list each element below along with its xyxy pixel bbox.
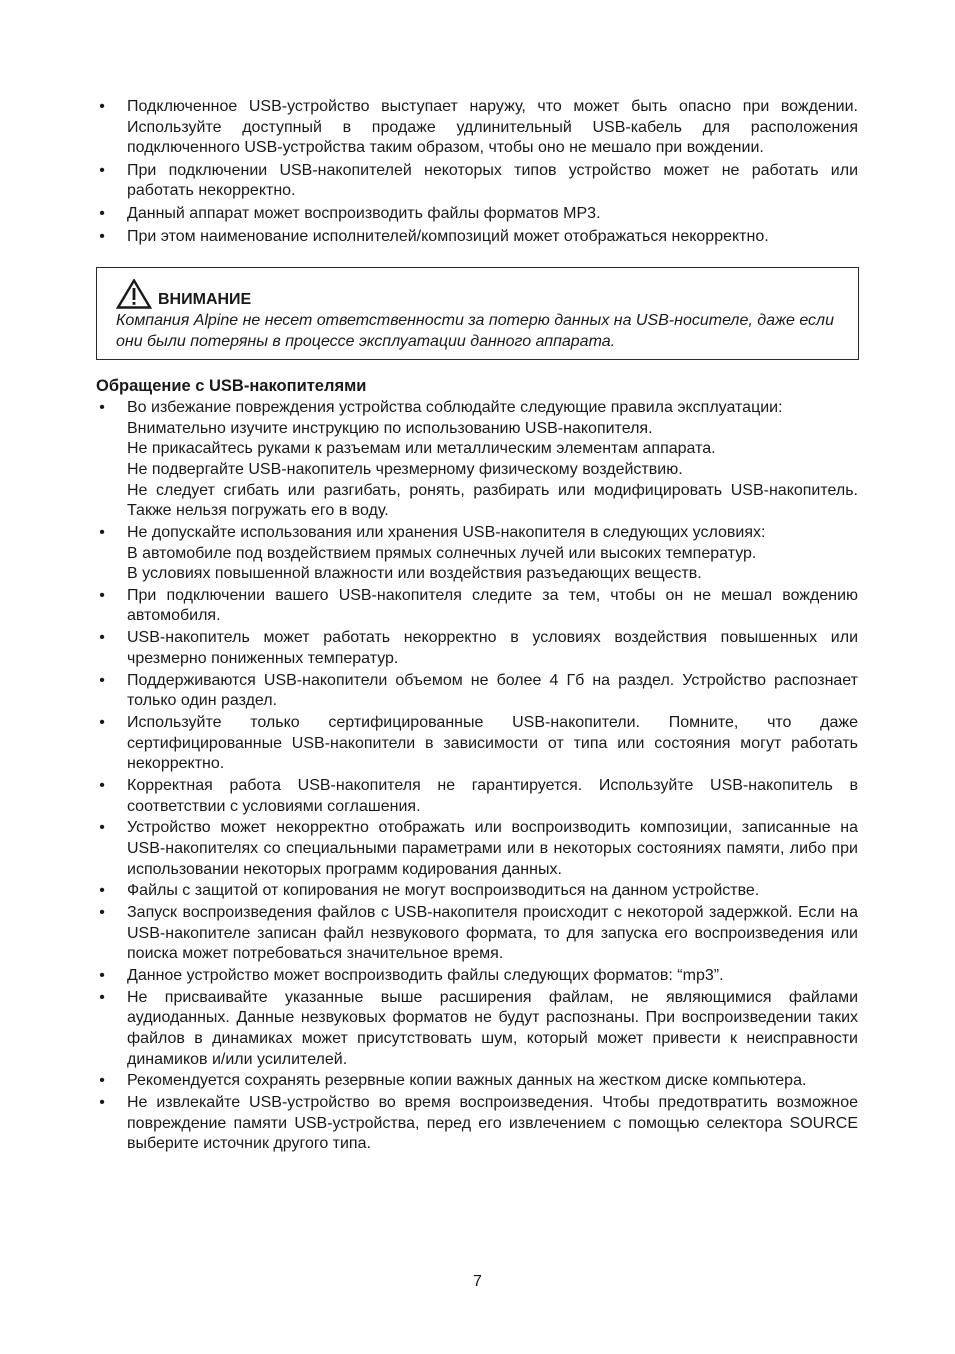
bullet-glyph: • — [99, 904, 105, 922]
list-item — [96, 97, 858, 159]
list-item — [96, 818, 858, 880]
list-item-text: Запуск воспроизведения файлов с USB-накопителя происходит с некоторой задержкой. Если на USB-накопителе записан файл незвукового формата, то для запуска его воспроизведения или поиска может потребоваться значительное время. — [127, 904, 858, 963]
bullet-glyph: • — [99, 988, 105, 1006]
bullet-glyph: • — [99, 819, 105, 837]
list-item-text: Во избежание повреждения устройства соблюдайте следующие правила эксплуатации: — [127, 399, 783, 417]
list-item-text: Подключенное USB-устройство выступает наружу, что может быть опасно при вождении. Используйте доступный в продаже удлинительный USB-кабель для расположения подключенного USB-устройства таким образом, чтобы оно не мешало при вождении. — [127, 98, 858, 157]
list-item — [96, 713, 858, 775]
list-item — [96, 881, 858, 902]
list-item-text: При подключении USB-накопителей некоторых типов устройство может не работать или работать некорректно. — [127, 161, 858, 200]
warning-box — [96, 267, 859, 360]
bullet-glyph: • — [99, 161, 105, 179]
warning-title: ВНИМАНИЕ — [158, 291, 252, 309]
list-item — [96, 671, 858, 712]
bullet-glyph: • — [99, 882, 105, 900]
list-item-text: Корректная работа USB-накопителя не гарантируется. Используйте USB-накопитель в соответствии с условиями соглашения. — [127, 776, 858, 815]
list-item-text: Устройство может некорректно отображать или воспроизводить композиции, записанные на USB-накопителях со специальными параметрами или в некоторых состояниях памяти, либо при использовании некоторых программ кодирования данных. — [127, 819, 858, 878]
list-item-text: Файлы с защитой от копирования не могут воспроизводиться на данном устройстве. — [127, 882, 760, 900]
bullet-glyph: • — [99, 671, 105, 689]
list-item-text: При подключении вашего USB-накопителя следите за тем, чтобы он не мешал вождению автомобиля. — [127, 586, 858, 625]
bullet-glyph: • — [99, 776, 105, 794]
list-item — [96, 628, 858, 669]
list-item-text: Не следует сгибать или разгибать, ронять, разбирать или модифицировать USB-накопитель. Также нельзя погружать его в воду. — [127, 481, 858, 520]
list-item-text: Не прикасайтесь руками к разъемам или металлическим элементам аппарата. — [127, 440, 716, 458]
list-item — [96, 1071, 858, 1092]
list-item-text: Внимательно изучите инструкцию по использованию USB-накопителя. — [127, 419, 653, 437]
section-bullet-list — [96, 398, 858, 1155]
list-item-text: Не допускайте использования или хранения USB-накопителя в следующих условиях: — [127, 523, 766, 541]
list-item-text: Используйте только сертифицированные USB-накопители. Помните, что даже сертифицированные USB-накопители в зависимости от типа или состояния могут работать некорректно. — [127, 714, 858, 773]
bullet-glyph: • — [99, 227, 105, 245]
list-item-text: Не подвергайте USB-накопитель чрезмерному физическому воздействию. — [127, 460, 683, 478]
bullet-glyph: • — [99, 523, 105, 541]
section-heading: Обращение с USB-накопителями — [96, 377, 367, 396]
list-item-text: Рекомендуется сохранять резервные копии важных данных на жестком диске компьютера. — [127, 1072, 807, 1090]
list-item — [96, 204, 858, 225]
list-item-text: Поддерживаются USB-накопители объемом не более 4 Гб на раздел. Устройство распознает только один раздел. — [127, 671, 858, 710]
list-item — [96, 227, 858, 248]
list-item-text: Данный аппарат может воспроизводить файлы форматов MP3. — [127, 204, 601, 222]
page-number: 7 — [473, 1273, 482, 1290]
list-item — [96, 776, 858, 817]
top-bullet-list — [96, 97, 858, 247]
list-item-text: Не присваивайте указанные выше расширения файлам, не являющимися файлами аудиоданных. Данные незвуковых форматов не будут распознаны. При воспроизведении таких файлов в динамиках может присутствовать шум, который может привести к неисправности динамиков и/или усилителей. — [127, 988, 858, 1068]
warning-text: Компания Alpine не несет ответственности за потерю данных на USB-носителе, даже если они были потеряны в процессе эксплуатации данного аппарата. — [116, 312, 834, 351]
bullet-glyph: • — [99, 1072, 105, 1090]
warning-header — [116, 277, 844, 309]
bullet-glyph: • — [99, 204, 105, 222]
bullet-glyph: • — [99, 586, 105, 604]
list-item — [96, 988, 858, 1070]
bullet-glyph: • — [99, 1094, 105, 1112]
bullet-glyph: • — [99, 629, 105, 647]
bullet-glyph: • — [99, 399, 105, 417]
bullet-glyph: • — [99, 967, 105, 985]
list-item-text: При этом наименование исполнителей/композиций может отображаться некорректно. — [127, 227, 769, 245]
list-item-text: USB-накопитель может работать некорректно в условиях воздействия повышенных или чрезмерно пониженных температур. — [127, 629, 858, 667]
list-item-text: Данное устройство может воспроизводить файлы следующих форматов: “mp3”. — [127, 967, 724, 985]
list-item-text: Не извлекайте USB-устройство во время воспроизведения. Чтобы предотвратить возможное повреждение памяти USB-устройства, перед его извлечением с помощью селектора SOURCE выберите источник другого типа. — [127, 1094, 858, 1153]
warning-triangle-icon — [116, 279, 152, 309]
list-item — [96, 1093, 858, 1155]
list-item — [96, 523, 858, 585]
bullet-glyph: • — [99, 98, 105, 115]
list-item — [96, 398, 858, 522]
document-page — [96, 97, 858, 1156]
list-item-text: В условиях повышенной влажности или воздействия разъедающих веществ. — [127, 565, 702, 583]
bullet-glyph: • — [99, 714, 105, 731]
list-item — [96, 966, 858, 987]
list-item — [96, 161, 858, 202]
list-item-text: В автомобиле под воздействием прямых солнечных лучей или высоких температур. — [127, 544, 757, 562]
list-item — [96, 586, 858, 627]
list-item — [96, 903, 858, 965]
